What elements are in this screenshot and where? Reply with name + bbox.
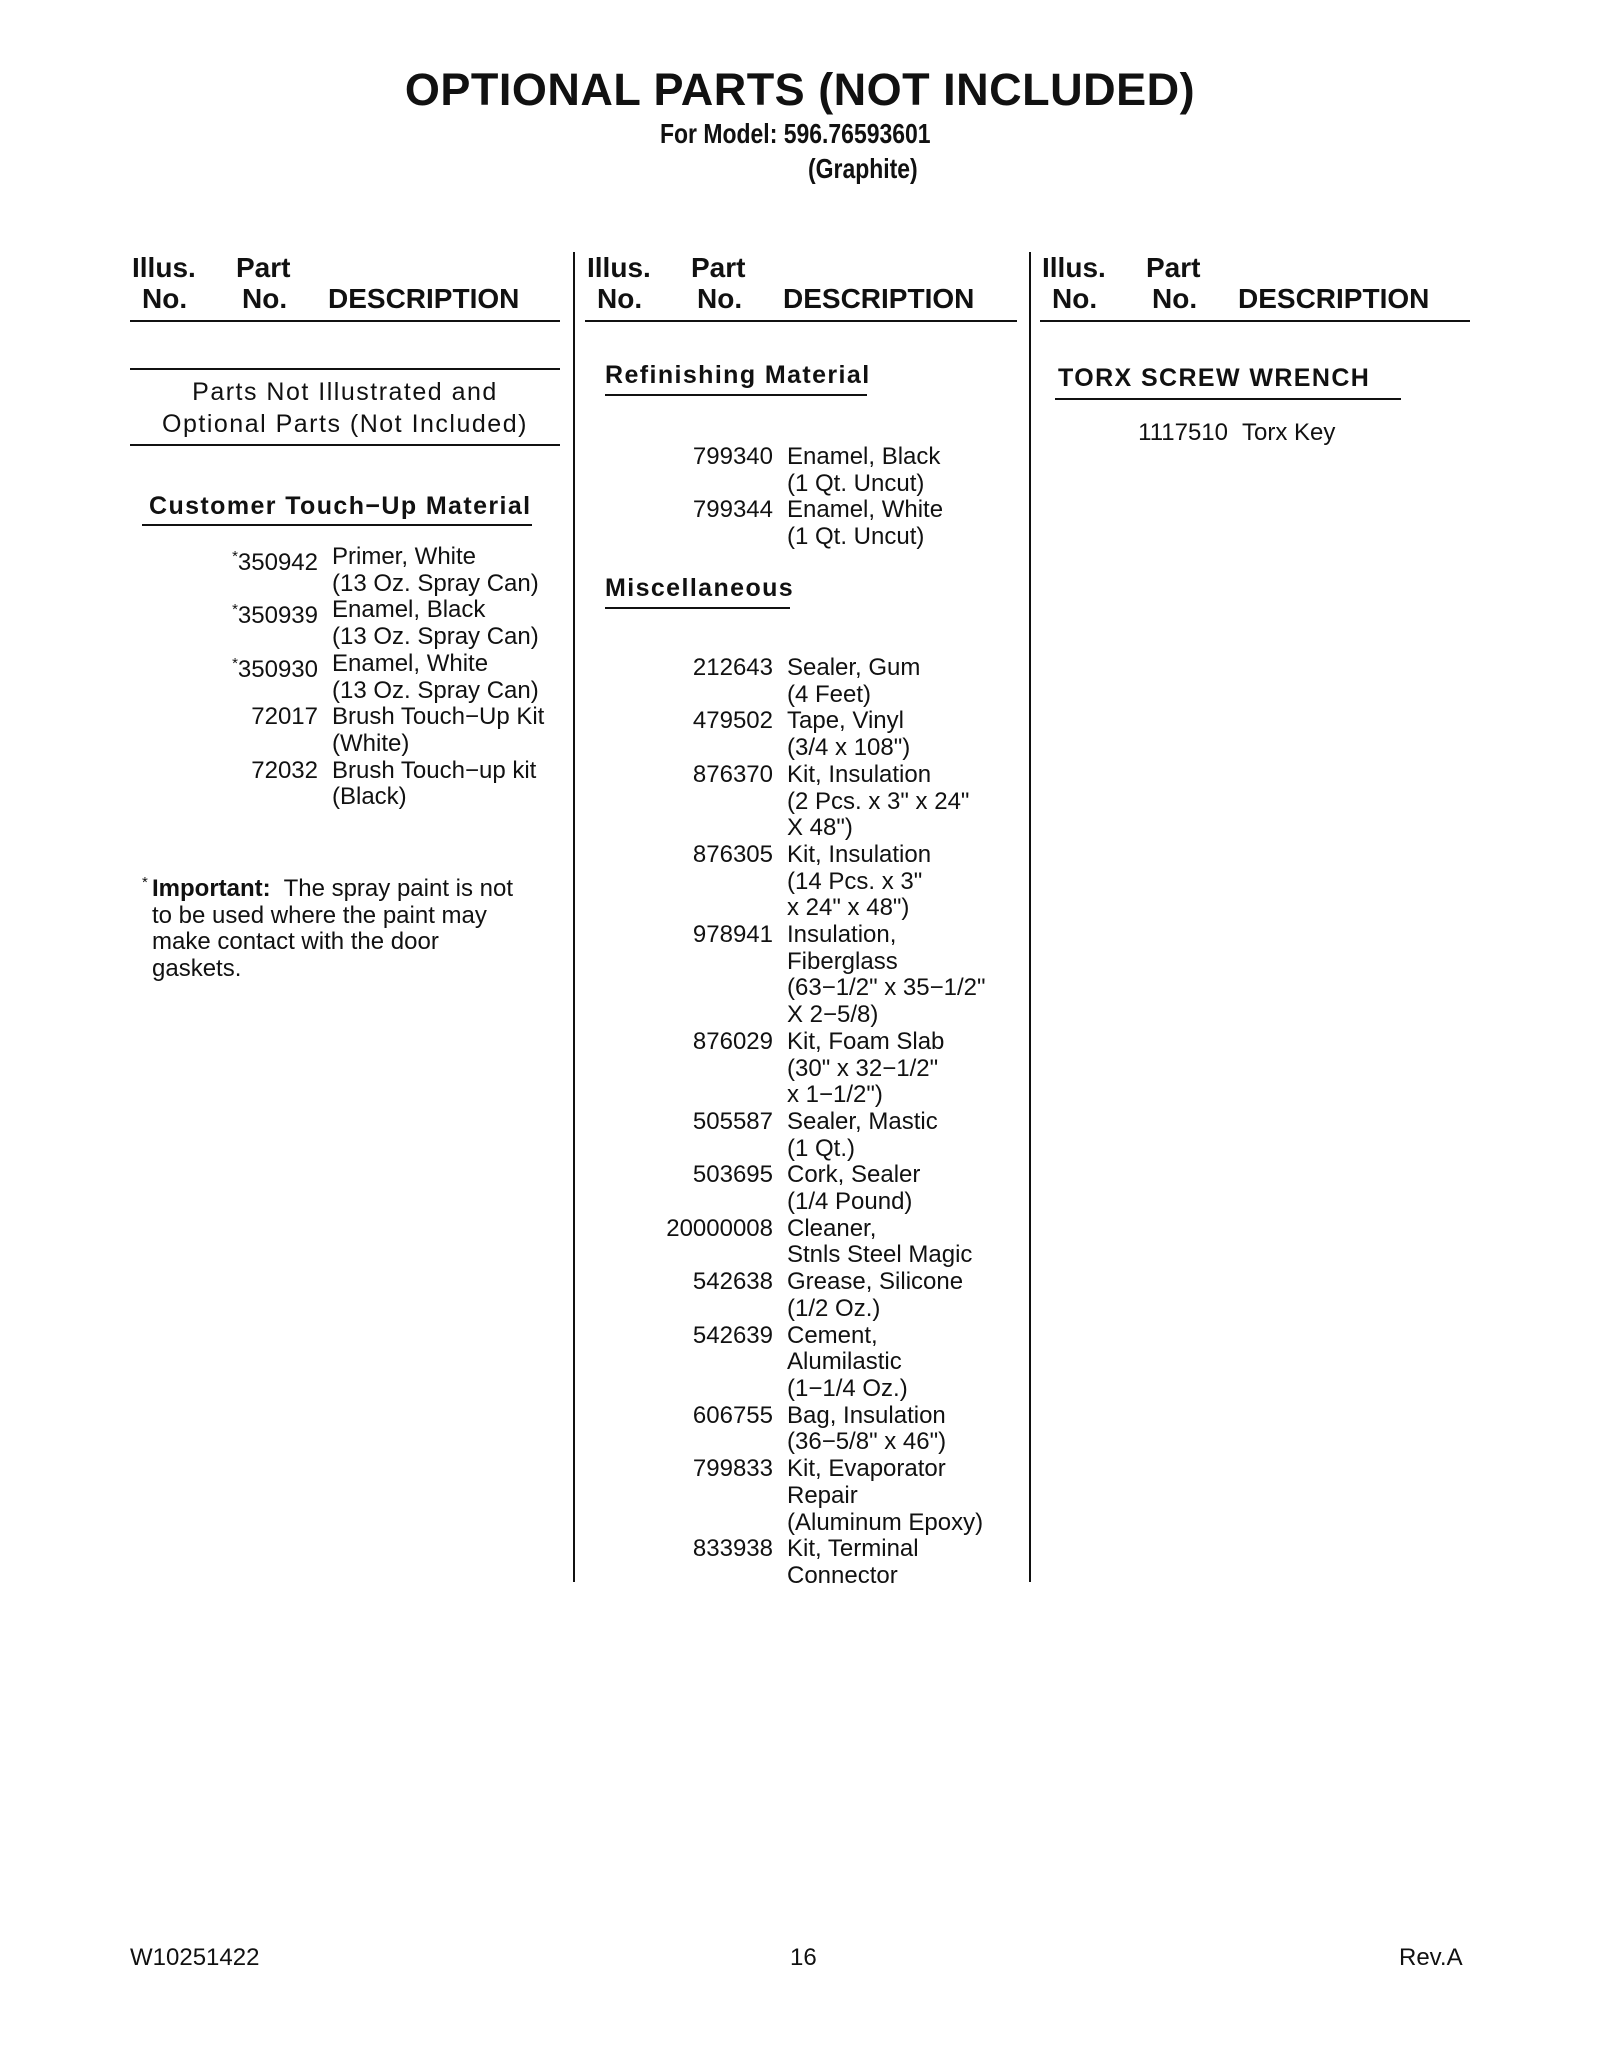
section-title: TORX SCREW WRENCH [1058,364,1371,392]
part-row [585,1162,1015,1215]
box-rule [130,444,560,446]
asterisk-mark: * [232,601,238,619]
parts-list [130,544,560,811]
part-description: Tape, Vinyl (3/4 x 108") [787,707,911,762]
column-3 [1040,252,1470,1582]
part-row [585,842,1015,922]
section-title: Miscellaneous [605,574,795,602]
section-title: Refinishing Material [605,361,871,389]
part-row [585,922,1015,1029]
section-rule [1055,398,1401,400]
asterisk-mark: * [232,654,238,672]
part-row [585,1109,1015,1162]
section-rule [605,607,790,609]
page-number: 16 [790,1944,817,1971]
column-2 [585,252,1015,1589]
part-description: Sealer, Gum (4 Feet) [787,654,921,708]
part-row [130,651,560,704]
box-rule [130,368,560,370]
part-row [1040,420,1470,447]
part-row [585,444,1015,497]
column-1 [130,252,560,1582]
part-number: 799344 [692,496,773,524]
part-description: Enamel, Black (13 Oz. Spray Can) [332,596,539,651]
part-number: 542638 [692,1268,773,1296]
part-description: Cleaner, Stnls Steel Magic [787,1214,973,1269]
part-number: 542639 [692,1321,773,1349]
description-label: DESCRIPTION [328,283,520,314]
part-row [130,704,560,757]
part-row [585,1269,1015,1322]
page-title: OPTIONAL PARTS (NOT INCLUDED) [404,64,1196,115]
part-description: Torx Key [1242,419,1336,446]
parts-list [585,444,1015,551]
part-number: 1117510 [1138,419,1228,446]
part-description: Grease, Silicone (1/2 Oz.) [787,1268,964,1322]
header-rule [130,320,560,322]
part-number: *350930 [232,654,318,683]
illus-label: Illus. [132,252,196,283]
part-number: 876029 [692,1027,773,1055]
part-row [585,1323,1015,1403]
column-divider [1029,252,1031,1582]
part-number: 503695 [692,1161,773,1189]
part-number: 479502 [692,707,773,735]
illus-no-label: No. [142,283,188,314]
part-number: 799340 [692,443,773,470]
section-rule [142,524,532,526]
part-description: Enamel, White (13 Oz. Spray Can) [332,649,539,704]
part-row [585,762,1015,842]
part-row [585,708,1015,761]
part-row [585,1216,1015,1269]
revision: Rev.A [1399,1944,1463,1971]
part-number: 212643 [692,654,773,681]
part-description: Brush Touch−up kit (Black) [332,756,537,811]
section-title: Customer Touch−Up Material [149,492,532,520]
part-description: Kit, Insulation (14 Pcs. x 3" x 24" x 48") [787,840,932,922]
part-description: Sealer, Mastic (1 Qt.) [787,1107,938,1162]
part-description: Cement, Alumilastic (1−1/4 Oz.) [787,1321,908,1402]
part-number: 20000008 [666,1214,773,1242]
part-row [130,597,560,650]
part-no-label: No. [242,283,288,314]
part-row [585,655,1015,708]
header-rule [585,320,1017,322]
part-row [585,1456,1015,1536]
part-number: 505587 [692,1107,773,1135]
part-row [130,544,560,597]
column-header: Illus. No. Part No. DESCRIPTION [1042,252,1430,314]
part-description: Enamel, Black (1 Qt. Uncut) [787,443,941,497]
part-number: 876370 [692,760,773,788]
part-row [585,1403,1015,1456]
part-number: *350939 [232,601,318,630]
part-description: Enamel, White (1 Qt. Uncut) [787,496,944,551]
part-description: Primer, White (13 Oz. Spray Can) [332,543,539,597]
part-number: 876305 [692,840,773,868]
parts-list [585,655,1015,1590]
column-header [130,252,560,320]
column-header: Illus. No. Part No. DESCRIPTION [587,252,975,314]
part-number: 978941 [692,921,773,949]
parts-list [1040,420,1470,447]
not-illustrated-note: Parts Not Illustrated and Optional Parts (Not Included) [162,378,528,438]
part-row [585,1536,1015,1589]
part-number: *350942 [232,548,318,576]
asterisk-mark: * [232,548,238,565]
important-text: The spray paint is not to be used where the paint may make contact with the door gaskets. [152,875,514,983]
part-number: 72017 [251,703,318,731]
column-divider [573,252,575,1582]
part-description: Bag, Insulation (36−5/8" x 46") [787,1401,947,1456]
header-rule [1040,320,1470,322]
model-line: For Model: 596.76593601 [660,118,931,149]
important-label: Important: [152,875,271,902]
important-note: * Important: The spray paint is not to be used where the paint may make contact with the door gaskets. [142,874,514,983]
part-number: 72032 [251,756,318,784]
part-description: Kit, Evaporator Repair (Aluminum Epoxy) [787,1455,984,1536]
document-number: W10251422 [130,1944,260,1971]
part-row [585,497,1015,550]
part-description: Insulation, Fiberglass (63−1/2" x 35−1/2" X 2−5/8) [787,921,986,1029]
part-number: 606755 [692,1401,773,1429]
part-row [130,758,560,811]
part-description: Cork, Sealer (1/4 Pound) [787,1161,921,1216]
part-description: Brush Touch−Up Kit (White) [332,703,545,757]
part-description: Kit, Foam Slab (30" x 32−1/2" x 1−1/2") [787,1027,945,1109]
part-row [585,1029,1015,1109]
section-rule [605,394,867,396]
part-number: 799833 [692,1455,773,1483]
part-number: 833938 [692,1535,773,1563]
part-label: Part [236,252,291,283]
part-description: Kit, Terminal Connector [787,1535,919,1589]
model-variant: (Graphite) [808,153,918,184]
part-description: Kit, Insulation (2 Pcs. x 3" x 24" X 48") [787,760,970,842]
